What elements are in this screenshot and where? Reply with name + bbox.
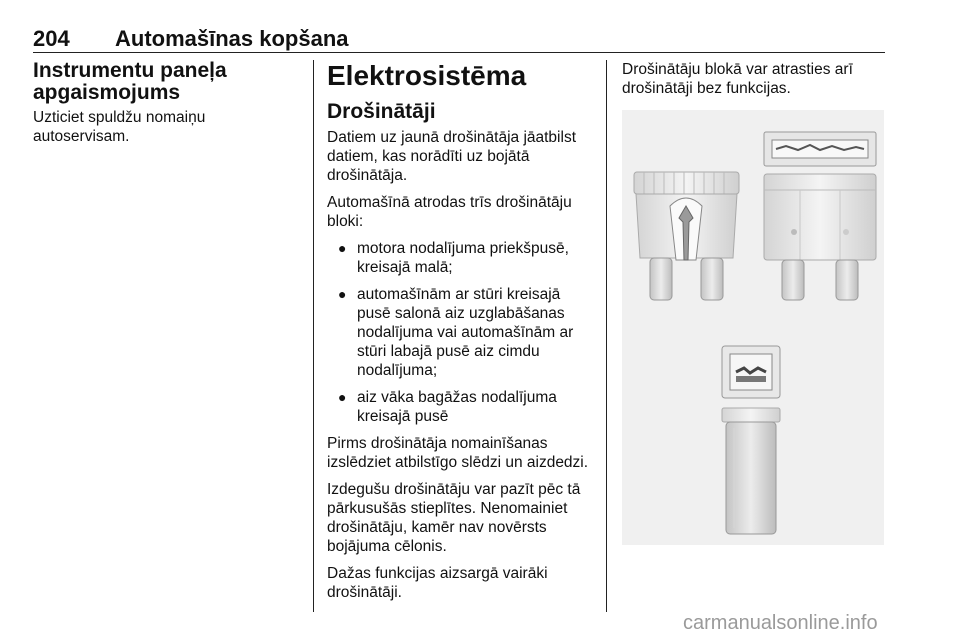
column-divider (313, 60, 314, 612)
list-item (327, 239, 597, 277)
fuse-illustration (622, 110, 884, 545)
list-item (327, 285, 597, 380)
column-left (33, 60, 293, 154)
fuse-side-view (634, 172, 739, 300)
paragraph: Uzticiet spuldžu nomaiņu autoservisam. (33, 109, 206, 145)
bullet-icon: ● (338, 286, 347, 302)
fuse-front-view (764, 132, 876, 300)
column-right (622, 60, 884, 106)
subsection-title: Drošinātāji (327, 100, 436, 123)
watermark: carmanualsonline.info (683, 612, 878, 634)
chapter-title: Elektrosistēma (327, 60, 527, 91)
paragraph: Dažas funkcijas aizsargā vairāki drošinātāji. (327, 565, 548, 601)
column-middle (327, 60, 597, 610)
list-item-text: aiz vāka bagāžas nodalījuma kreisajā pusē (357, 389, 557, 425)
running-title: Automašīnas kopšana (115, 26, 349, 51)
list-item-text: automašīnām ar stūri kreisajā pusē salonā aiz uzglabāšanas nodalījuma vai automašīnām ar stūri labajā pusē aiz cimdu nodalījuma; (357, 286, 574, 379)
paragraph: Pirms drošinātāja nomainīšanas izslēdziet atbilstīgo slēdzi un aizdedzi. (327, 435, 589, 471)
paragraph: Izdegušu drošinātāju var pazīt pēc tā pārkusušās stieplītes. Nenomainiet drošinātāju, kamēr nav novērsts bojājuma cēlonis. (327, 481, 581, 555)
page-header (33, 22, 885, 53)
page-number: 204 (33, 26, 70, 51)
section-heading: Instrumentu paneļa apgaismojums (33, 59, 227, 104)
bullet-icon: ● (338, 240, 347, 256)
bullet-icon: ● (338, 389, 347, 405)
bullet-list (327, 239, 597, 426)
fuse-drawing (622, 110, 884, 545)
column-divider (606, 60, 607, 612)
list-item (327, 388, 597, 426)
mini-fuse-view (722, 346, 780, 534)
paragraph: Datiem uz jaunā drošinātāja jāatbilst datiem, kas norādīti uz bojātā drošinātāja. (327, 129, 576, 184)
paragraph: Automašīnā atrodas trīs drošinātāju bloki: (327, 194, 572, 230)
list-item-text: motora nodalījuma priekšpusē, kreisajā malā; (357, 240, 569, 276)
paragraph: Drošinātāju blokā var atrasties arī drošinātāji bez funkcijas. (622, 61, 853, 97)
